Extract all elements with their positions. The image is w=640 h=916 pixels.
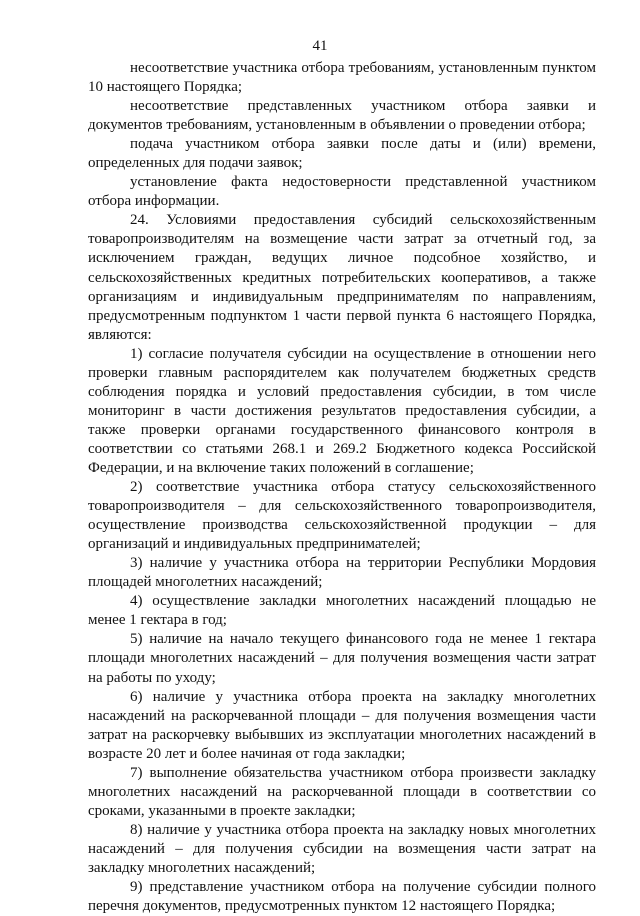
paragraph-condition-1: 1) согласие получателя субсидии на осуществление в отношении него проверки главным распорядителем как получателем бюджетных средств соблюдения порядка и условий предоставления субсидии, в том числе мониторинг в части достижения результатов предоставления субсидии, а также проверки органами государственного финансового контроля в соответствии со статьями 268.1 и 269.2 Бюджетного кодекса Российской Федерации, и на включение таких положений в соглашение; — [88, 345, 596, 476]
paragraph-condition-9: 9) представление участником отбора на получение субсидии полного перечня документов, предусмотренных пунктом 12 настоящего Порядка; — [88, 879, 596, 915]
paragraph-item-late-submission: подача участником отбора заявки после даты и (или) времени, определенных для подачи заявок; — [88, 136, 596, 172]
paragraph-item-false-information: установление факта недостоверности представленной участником отбора информации. — [88, 174, 596, 210]
paragraph-condition-7: 7) выполнение обязательства участником отбора произвести закладку многолетних насаждений на раскорчеванной площади в соответствии со сроками, указанными в проекте закладки; — [88, 764, 596, 819]
paragraph-condition-5: 5) наличие на начало текущего финансового года не менее 1 гектара площади многолетних насаждений – для получения возмещения части затрат на работы по уходу; — [88, 631, 596, 686]
document-body — [88, 59, 596, 916]
paragraph-condition-8: 8) наличие у участника отбора проекта на закладку новых многолетних насаждений – для получения субсидии на возмещения части затрат на закладку многолетних насаждений; — [88, 821, 596, 876]
paragraph-item-nonconformity-requirements: несоответствие участника отбора требованиям, установленным пунктом 10 настоящего Порядка; — [88, 60, 596, 96]
paragraph-clause-24: 24. Условиями предоставления субсидий сельскохозяйственным товаропроизводителям на возмещение части затрат за отчетный год, за исключением граждан, ведущих личное подсобное хозяйство, и сельскохозяйственных кредитных потребительских кооперативов, а также организациям и индивидуальным предпринимателям по направлениям, предусмотренным подпунктом 1 части первой пункта 6 настоящего Порядка, являются: — [88, 212, 596, 343]
paragraph-condition-4: 4) осуществление закладки многолетних насаждений площадью не менее 1 гектара в год; — [88, 593, 596, 629]
paragraph-condition-3: 3) наличие у участника отбора на территории Республики Мордовия площадей многолетних насаждений; — [88, 555, 596, 591]
paragraph-item-nonconformity-documents: несоответствие представленных участником отбора заявки и документов требованиям, установленным в объявлении о проведении отбора; — [88, 98, 596, 134]
paragraph-condition-2: 2) соответствие участника отбора статусу сельскохозяйственного товаропроизводителя – для сельскохозяйственного товаропроизводителя, осуществление производства сельскохозяйственной продукции – для организаций и индивидуальных предпринимателей; — [88, 479, 596, 553]
paragraph-condition-6: 6) наличие у участника отбора проекта на закладку многолетних насаждений на раскорчеванной площади – для получения возмещения части затрат на раскорчевку выбывших из эксплуатации многолетних насаждений в возрасте 20 лет и более начиная от года закладки; — [88, 688, 596, 762]
page-number: 41 — [312, 38, 328, 54]
